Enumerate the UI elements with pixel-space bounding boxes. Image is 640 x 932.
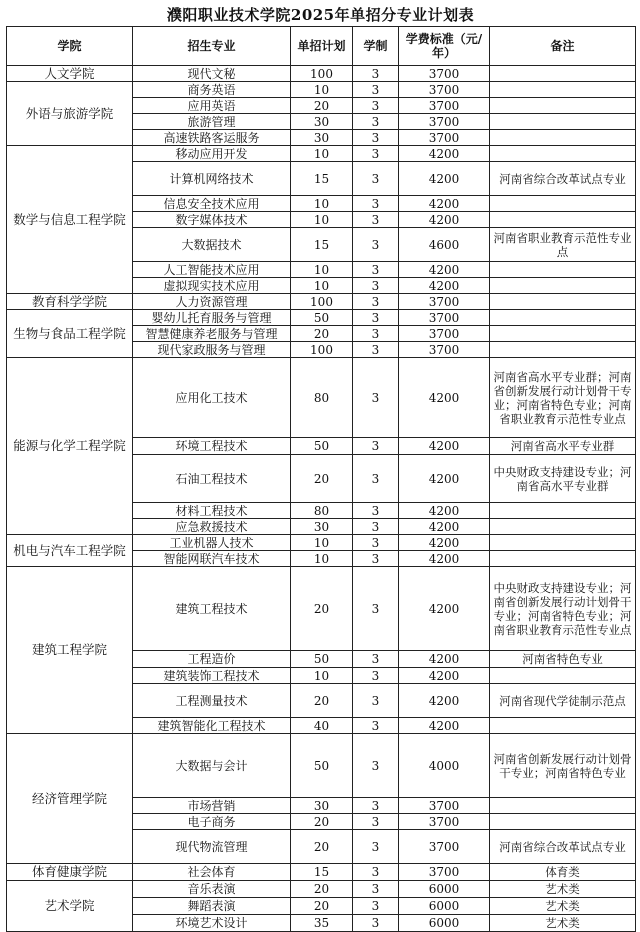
fee-cell: 4600	[399, 228, 490, 262]
fee-cell: 3700	[399, 814, 490, 830]
note-cell	[490, 519, 636, 535]
major-cell: 信息安全技术应用	[133, 196, 291, 212]
note-cell	[490, 212, 636, 228]
plan-cell: 30	[291, 130, 353, 146]
years-cell: 3	[353, 114, 399, 130]
plan-cell: 10	[291, 668, 353, 684]
major-cell: 建筑智能化工程技术	[133, 718, 291, 734]
major-cell: 建筑装饰工程技术	[133, 668, 291, 684]
table-row	[7, 567, 636, 651]
plan-cell: 15	[291, 162, 353, 196]
fee-cell: 4200	[399, 668, 490, 684]
fee-cell: 3700	[399, 326, 490, 342]
plan-cell: 10	[291, 146, 353, 162]
plan-cell: 10	[291, 196, 353, 212]
note-cell	[490, 798, 636, 814]
years-cell: 3	[353, 864, 399, 881]
years-cell: 3	[353, 162, 399, 196]
note-cell	[490, 114, 636, 130]
fee-cell: 6000	[399, 898, 490, 915]
note-cell	[490, 814, 636, 830]
major-cell: 婴幼儿托育服务与管理	[133, 310, 291, 326]
plan-cell: 20	[291, 326, 353, 342]
plan-cell: 10	[291, 262, 353, 278]
note-cell	[490, 130, 636, 146]
years-cell: 3	[353, 651, 399, 668]
plan-cell: 50	[291, 734, 353, 798]
note-cell	[490, 278, 636, 294]
major-cell: 数字媒体技术	[133, 212, 291, 228]
table-row	[7, 881, 636, 898]
header-plan: 单招计划	[291, 27, 353, 66]
major-cell: 音乐表演	[133, 881, 291, 898]
major-cell: 移动应用开发	[133, 146, 291, 162]
fee-cell: 4200	[399, 212, 490, 228]
major-cell: 石油工程技术	[133, 455, 291, 503]
college-cell: 机电与汽车工程学院	[7, 535, 133, 567]
years-cell: 3	[353, 66, 399, 82]
note-cell	[490, 718, 636, 734]
fee-cell: 3700	[399, 310, 490, 326]
years-cell: 3	[353, 228, 399, 262]
note-cell	[490, 196, 636, 212]
fee-cell: 3700	[399, 342, 490, 358]
fee-cell: 3700	[399, 98, 490, 114]
years-cell: 3	[353, 915, 399, 932]
document-title: 濮阳职业技术学院2025年单招分专业计划表	[166, 6, 475, 24]
plan-cell: 20	[291, 567, 353, 651]
plan-cell: 50	[291, 310, 353, 326]
major-cell: 工业机器人技术	[133, 535, 291, 551]
plan-cell: 10	[291, 212, 353, 228]
fee-cell: 3700	[399, 82, 490, 98]
fee-cell: 4200	[399, 551, 490, 567]
fee-cell: 6000	[399, 881, 490, 898]
plan-cell: 100	[291, 294, 353, 310]
enrollment-plan-table	[6, 26, 636, 932]
fee-cell: 4200	[399, 196, 490, 212]
fee-cell: 4200	[399, 146, 490, 162]
years-cell: 3	[353, 519, 399, 535]
years-cell: 3	[353, 82, 399, 98]
major-cell: 工程造价	[133, 651, 291, 668]
fee-cell: 3700	[399, 66, 490, 82]
note-cell: 中央财政支持建设专业；河南省高水平专业群	[490, 455, 636, 503]
major-cell: 现代物流管理	[133, 830, 291, 864]
table-body	[7, 66, 636, 932]
table-row	[7, 864, 636, 881]
note-cell: 河南省综合改革试点专业	[490, 162, 636, 196]
fee-cell: 4200	[399, 718, 490, 734]
years-cell: 3	[353, 898, 399, 915]
plan-cell: 15	[291, 864, 353, 881]
college-cell: 外语与旅游学院	[7, 82, 133, 146]
fee-cell: 3700	[399, 798, 490, 814]
header-row	[7, 27, 636, 66]
years-cell: 3	[353, 830, 399, 864]
fee-cell: 4200	[399, 651, 490, 668]
years-cell: 3	[353, 551, 399, 567]
plan-cell: 20	[291, 684, 353, 718]
plan-cell: 50	[291, 438, 353, 455]
major-cell: 环境工程技术	[133, 438, 291, 455]
plan-cell: 10	[291, 551, 353, 567]
fee-cell: 3700	[399, 294, 490, 310]
fee-cell: 6000	[399, 915, 490, 932]
note-cell	[490, 551, 636, 567]
note-cell	[490, 326, 636, 342]
header-years: 学制	[353, 27, 399, 66]
major-cell: 高速铁路客运服务	[133, 130, 291, 146]
fee-cell: 4200	[399, 684, 490, 718]
note-cell: 中央财政支持建设专业；河南省创新发展行动计划骨干专业；河南省特色专业；河南省职业教育示范性专业点	[490, 567, 636, 651]
major-cell: 建筑工程技术	[133, 567, 291, 651]
major-cell: 工程测量技术	[133, 684, 291, 718]
table-row	[7, 66, 636, 82]
college-cell: 艺术学院	[7, 881, 133, 932]
years-cell: 3	[353, 262, 399, 278]
major-cell: 旅游管理	[133, 114, 291, 130]
plan-cell: 20	[291, 898, 353, 915]
note-cell	[490, 342, 636, 358]
college-cell: 教育科学学院	[7, 294, 133, 310]
college-cell: 体育健康学院	[7, 864, 133, 881]
fee-cell: 3700	[399, 830, 490, 864]
years-cell: 3	[353, 196, 399, 212]
years-cell: 3	[353, 326, 399, 342]
note-cell	[490, 262, 636, 278]
major-cell: 现代家政服务与管理	[133, 342, 291, 358]
college-cell: 建筑工程学院	[7, 567, 133, 734]
plan-cell: 30	[291, 798, 353, 814]
major-cell: 电子商务	[133, 814, 291, 830]
plan-cell: 20	[291, 98, 353, 114]
fee-cell: 3700	[399, 864, 490, 881]
years-cell: 3	[353, 668, 399, 684]
note-cell: 艺术类	[490, 898, 636, 915]
plan-cell: 10	[291, 82, 353, 98]
major-cell: 现代文秘	[133, 66, 291, 82]
table-row	[7, 535, 636, 551]
fee-cell: 4200	[399, 455, 490, 503]
fee-cell: 4200	[399, 503, 490, 519]
fee-cell: 4200	[399, 438, 490, 455]
major-cell: 应急救援技术	[133, 519, 291, 535]
years-cell: 3	[353, 98, 399, 114]
plan-cell: 80	[291, 503, 353, 519]
years-cell: 3	[353, 358, 399, 438]
major-cell: 计算机网络技术	[133, 162, 291, 196]
plan-cell: 10	[291, 535, 353, 551]
note-cell	[490, 668, 636, 684]
major-cell: 舞蹈表演	[133, 898, 291, 915]
note-cell: 河南省综合改革试点专业	[490, 830, 636, 864]
major-cell: 社会体育	[133, 864, 291, 881]
plan-cell: 40	[291, 718, 353, 734]
header-note: 备注	[490, 27, 636, 66]
note-cell	[490, 82, 636, 98]
college-cell: 人文学院	[7, 66, 133, 82]
plan-cell: 80	[291, 358, 353, 438]
header-college: 学院	[7, 27, 133, 66]
plan-cell: 100	[291, 66, 353, 82]
plan-cell: 20	[291, 455, 353, 503]
fee-cell: 3700	[399, 114, 490, 130]
fee-cell: 4200	[399, 567, 490, 651]
college-cell: 能源与化学工程学院	[7, 358, 133, 535]
note-cell: 河南省现代学徒制示范点	[490, 684, 636, 718]
table-row	[7, 310, 636, 326]
note-cell: 河南省创新发展行动计划骨干专业；河南省特色专业	[490, 734, 636, 798]
major-cell: 虚拟现实技术应用	[133, 278, 291, 294]
major-cell: 市场营销	[133, 798, 291, 814]
note-cell: 艺术类	[490, 881, 636, 898]
note-cell	[490, 294, 636, 310]
major-cell: 环境艺术设计	[133, 915, 291, 932]
fee-cell: 4200	[399, 262, 490, 278]
table-row	[7, 734, 636, 798]
major-cell: 智能网联汽车技术	[133, 551, 291, 567]
plan-cell: 20	[291, 830, 353, 864]
years-cell: 3	[353, 798, 399, 814]
note-cell	[490, 310, 636, 326]
note-cell: 河南省高水平专业群；河南省创新发展行动计划骨干专业；河南省特色专业；河南省职业教育示范性专业点	[490, 358, 636, 438]
plan-cell: 35	[291, 915, 353, 932]
note-cell: 河南省特色专业	[490, 651, 636, 668]
plan-cell: 10	[291, 278, 353, 294]
years-cell: 3	[353, 438, 399, 455]
note-cell	[490, 98, 636, 114]
header-fee: 学费标准（元/年）	[399, 27, 490, 66]
years-cell: 3	[353, 294, 399, 310]
plan-cell: 20	[291, 881, 353, 898]
fee-cell: 4200	[399, 278, 490, 294]
major-cell: 商务英语	[133, 82, 291, 98]
note-cell	[490, 66, 636, 82]
college-cell: 经济管理学院	[7, 734, 133, 864]
major-cell: 材料工程技术	[133, 503, 291, 519]
years-cell: 3	[353, 684, 399, 718]
fee-cell: 4000	[399, 734, 490, 798]
note-cell: 艺术类	[490, 915, 636, 932]
years-cell: 3	[353, 455, 399, 503]
major-cell: 人力资源管理	[133, 294, 291, 310]
note-cell	[490, 503, 636, 519]
years-cell: 3	[353, 734, 399, 798]
fee-cell: 3700	[399, 130, 490, 146]
fee-cell: 4200	[399, 535, 490, 551]
years-cell: 3	[353, 503, 399, 519]
plan-cell: 15	[291, 228, 353, 262]
fee-cell: 4200	[399, 162, 490, 196]
note-cell: 河南省职业教育示范性专业点	[490, 228, 636, 262]
years-cell: 3	[353, 718, 399, 734]
table-row	[7, 358, 636, 438]
major-cell: 大数据技术	[133, 228, 291, 262]
major-cell: 大数据与会计	[133, 734, 291, 798]
major-cell: 应用英语	[133, 98, 291, 114]
note-cell: 河南省高水平专业群	[490, 438, 636, 455]
years-cell: 3	[353, 881, 399, 898]
years-cell: 3	[353, 342, 399, 358]
years-cell: 3	[353, 146, 399, 162]
note-cell	[490, 535, 636, 551]
college-cell: 生物与食品工程学院	[7, 310, 133, 358]
years-cell: 3	[353, 567, 399, 651]
years-cell: 3	[353, 310, 399, 326]
note-cell: 体育类	[490, 864, 636, 881]
plan-cell: 100	[291, 342, 353, 358]
plan-cell: 30	[291, 519, 353, 535]
header-major: 招生专业	[133, 27, 291, 66]
years-cell: 3	[353, 535, 399, 551]
table-row	[7, 82, 636, 98]
table-row	[7, 146, 636, 162]
college-cell: 数学与信息工程学院	[7, 146, 133, 294]
years-cell: 3	[353, 278, 399, 294]
fee-cell: 4200	[399, 519, 490, 535]
years-cell: 3	[353, 130, 399, 146]
fee-cell: 4200	[399, 358, 490, 438]
major-cell: 智慧健康养老服务与管理	[133, 326, 291, 342]
table-row	[7, 294, 636, 310]
major-cell: 应用化工技术	[133, 358, 291, 438]
years-cell: 3	[353, 814, 399, 830]
note-cell	[490, 146, 636, 162]
plan-cell: 30	[291, 114, 353, 130]
major-cell: 人工智能技术应用	[133, 262, 291, 278]
years-cell: 3	[353, 212, 399, 228]
plan-cell: 20	[291, 814, 353, 830]
plan-cell: 50	[291, 651, 353, 668]
